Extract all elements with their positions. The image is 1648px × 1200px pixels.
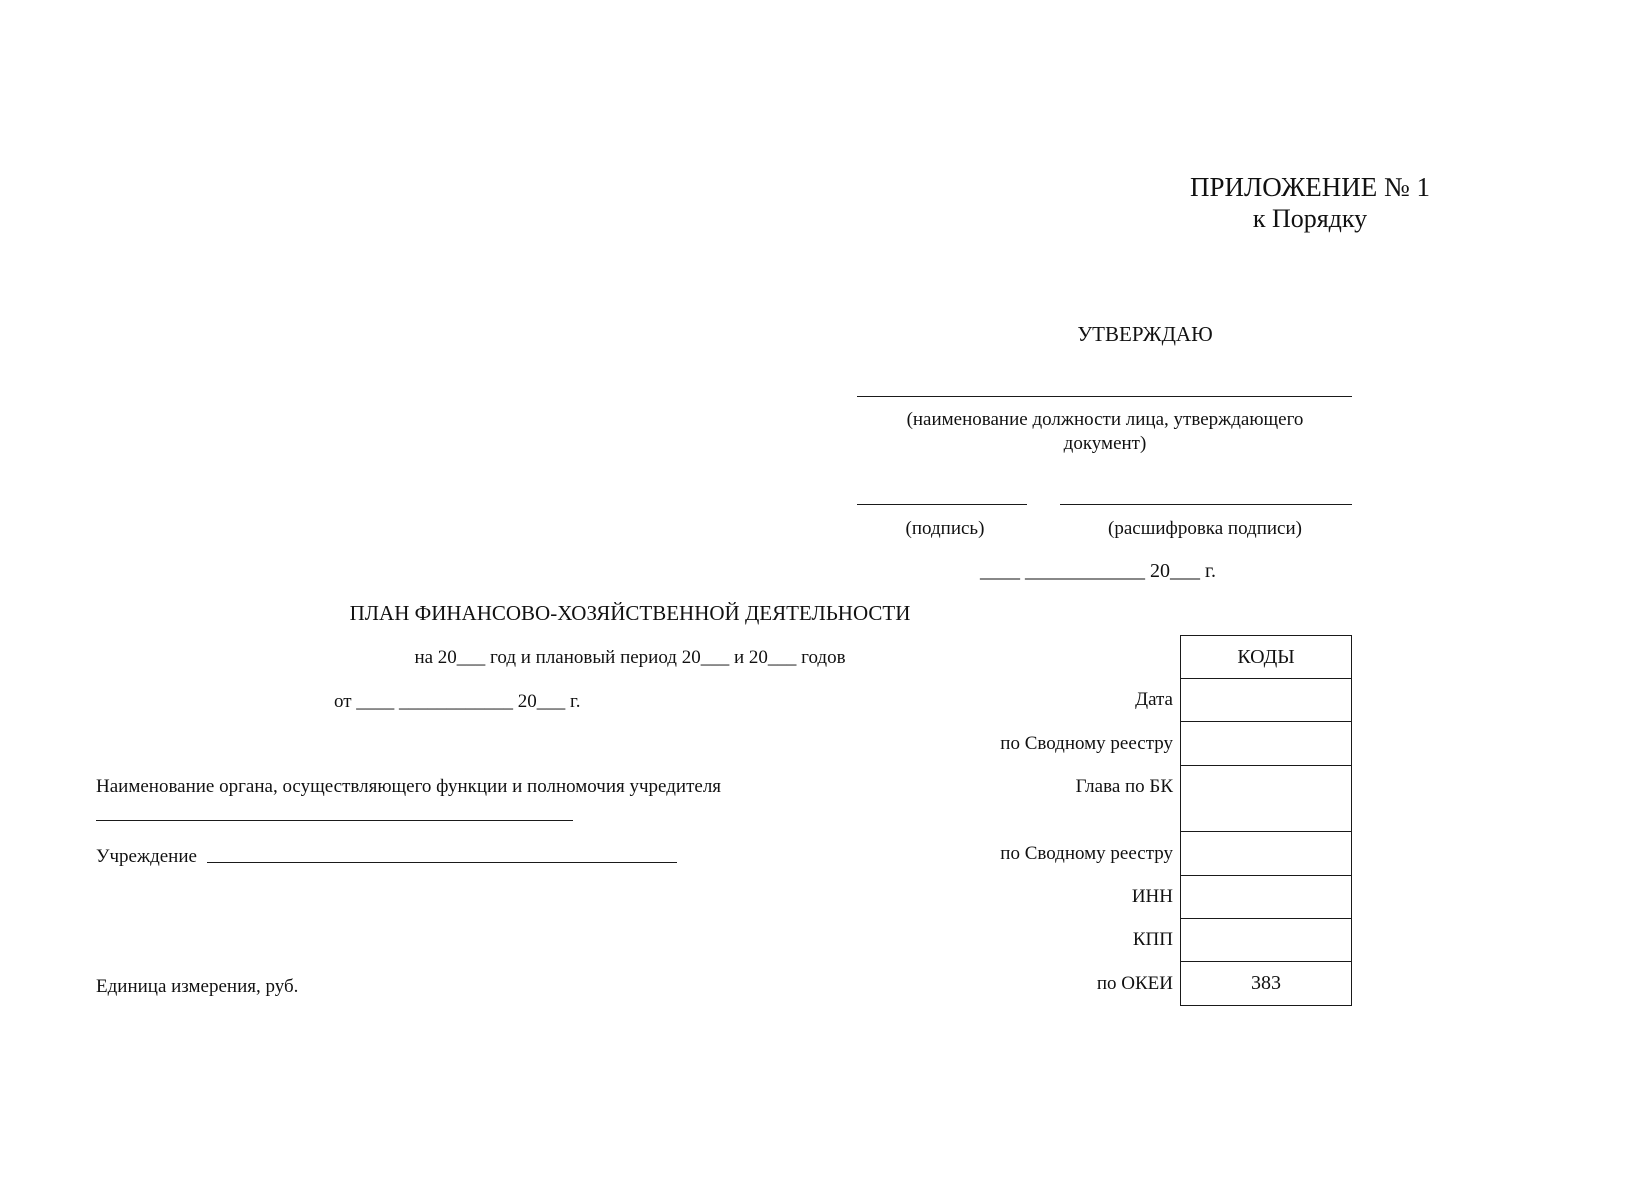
founder-label: Наименование органа, осуществляющего функции и полномочия учредителя (96, 776, 722, 797)
position-line (857, 396, 1352, 397)
code-register-2 (1181, 832, 1351, 876)
plan-date: от ____ ____________ 20___ г. (334, 691, 581, 712)
approval-date-line: ____ ____________ 20___ г. (980, 560, 1216, 582)
label-okei: по ОКЕИ (1096, 973, 1173, 994)
decoding-caption: (расшифровка подписи) (1108, 518, 1302, 539)
label-kpp: КПП (1132, 929, 1173, 950)
code-chapter-bk (1181, 766, 1351, 832)
institution-label: Учреждение (96, 846, 197, 867)
code-inn (1181, 876, 1351, 919)
decoding-line (1060, 504, 1352, 505)
institution-line (207, 862, 677, 863)
label-inn: ИНН (1131, 886, 1173, 907)
unit-label: Единица измерения, руб. (96, 976, 299, 997)
code-register-1 (1181, 722, 1351, 766)
position-caption: (наименование должности лица, утверждающего документ) (906, 409, 1304, 454)
code-kpp (1181, 919, 1351, 962)
label-date: Дата (1135, 689, 1173, 710)
plan-period: на 20___ год и плановый период 20___ и 20___ годов (414, 647, 846, 668)
code-okei: 383 (1251, 972, 1281, 994)
founder-line (96, 820, 573, 821)
codes-table (1180, 635, 1352, 1006)
approve-label: УТВЕРЖДАЮ (1077, 322, 1213, 346)
signature-line (857, 504, 1027, 505)
label-register-1: по Сводному реестру (1000, 733, 1173, 754)
codes-header: КОДЫ (1181, 636, 1351, 679)
label-register-2: по Сводному реестру (1000, 843, 1173, 864)
plan-title: ПЛАН ФИНАНСОВО-ХОЗЯЙСТВЕННОЙ ДЕЯТЕЛЬНОСТИ (349, 601, 911, 625)
label-chapter-bk: Глава по БК (1075, 776, 1173, 797)
signature-caption: (подпись) (905, 518, 985, 539)
code-date (1181, 679, 1351, 722)
annex-title: ПРИЛОЖЕНИЕ № 1 (1189, 172, 1431, 202)
annex-subtitle: к Порядку (1252, 204, 1368, 233)
